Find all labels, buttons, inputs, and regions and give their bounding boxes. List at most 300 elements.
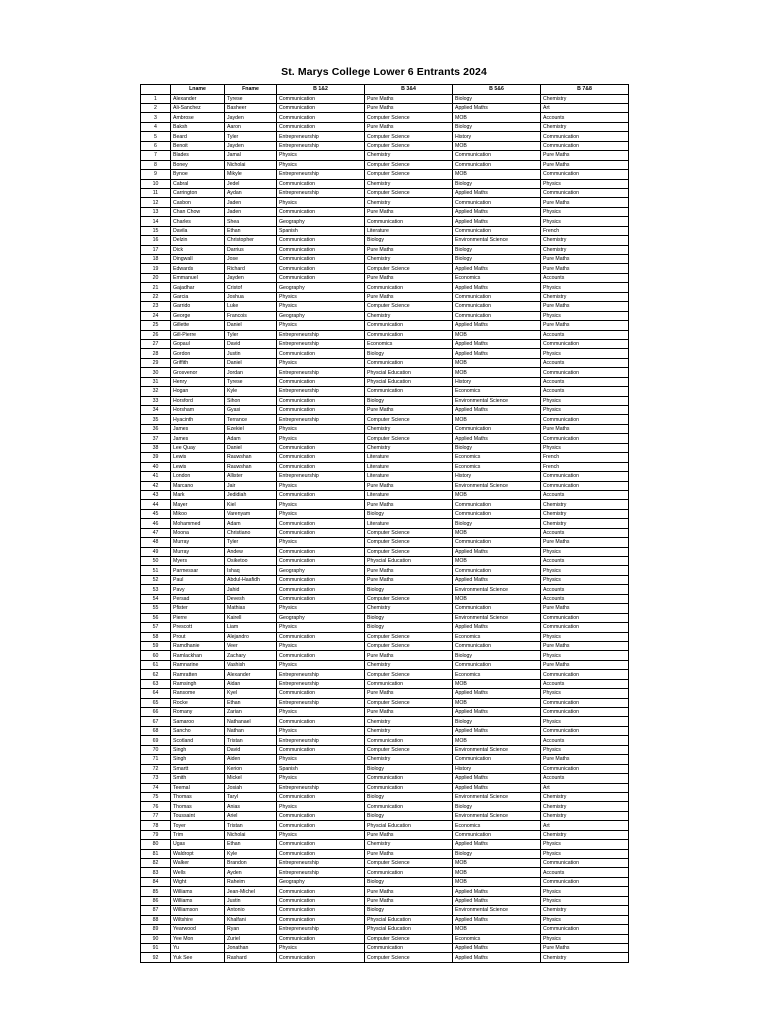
header-fname: Fname	[225, 85, 277, 95]
block-1-2-cell: Physics	[277, 943, 365, 952]
fname-cell: Shea	[225, 217, 277, 226]
block-7-8-cell: Communication	[541, 170, 629, 179]
lname-cell: Thomas	[171, 802, 225, 811]
block-1-2-cell: Physics	[277, 424, 365, 433]
row-number-cell: 71	[141, 755, 171, 764]
header-block-7-8: B 7&8	[541, 85, 629, 95]
table-row	[141, 632, 629, 641]
block-1-2-cell: Physics	[277, 321, 365, 330]
fname-cell: Brandon	[225, 859, 277, 868]
table-row	[141, 698, 629, 707]
block-3-4-cell: Pure Maths	[365, 122, 453, 131]
block-5-6-cell: Biology	[453, 245, 541, 254]
block-3-4-cell: Biology	[365, 877, 453, 886]
block-1-2-cell: Physics	[277, 160, 365, 169]
block-1-2-cell: Physics	[277, 500, 365, 509]
block-7-8-cell: Communication	[541, 368, 629, 377]
block-3-4-cell: Biology	[365, 396, 453, 405]
lname-cell: Samaroo	[171, 717, 225, 726]
row-number-cell: 87	[141, 906, 171, 915]
lname-cell: Ransome	[171, 689, 225, 698]
row-number-cell: 85	[141, 887, 171, 896]
block-5-6-cell: Communication	[453, 311, 541, 320]
block-7-8-cell: Chemistry	[541, 245, 629, 254]
block-5-6-cell: Communication	[453, 151, 541, 160]
block-3-4-cell: Pure Maths	[365, 94, 453, 103]
table-row	[141, 472, 629, 481]
lname-cell: Gillette	[171, 321, 225, 330]
block-1-2-cell: Communication	[277, 717, 365, 726]
block-5-6-cell: Applied Maths	[453, 708, 541, 717]
block-5-6-cell: Biology	[453, 802, 541, 811]
block-7-8-cell: Chemistry	[541, 122, 629, 131]
block-7-8-cell: Accounts	[541, 330, 629, 339]
table-row	[141, 321, 629, 330]
lname-cell: Delzin	[171, 236, 225, 245]
lname-cell: Williams	[171, 887, 225, 896]
lname-cell: Williamson	[171, 906, 225, 915]
fname-cell: Christopher	[225, 236, 277, 245]
block-5-6-cell: Applied Maths	[453, 726, 541, 735]
block-7-8-cell: Communication	[541, 764, 629, 773]
fname-cell: Ethan	[225, 226, 277, 235]
row-number-cell: 73	[141, 774, 171, 783]
fname-cell: Antonio	[225, 906, 277, 915]
block-7-8-cell: Pure Maths	[541, 264, 629, 273]
row-number-cell: 56	[141, 613, 171, 622]
block-1-2-cell: Geography	[277, 283, 365, 292]
block-1-2-cell: Entrepreneurship	[277, 132, 365, 141]
table-row	[141, 406, 629, 415]
block-3-4-cell: Chemistry	[365, 755, 453, 764]
table-row	[141, 396, 629, 405]
fname-cell: Veer	[225, 641, 277, 650]
block-1-2-cell: Communication	[277, 821, 365, 830]
block-1-2-cell: Communication	[277, 236, 365, 245]
fname-cell: Terrance	[225, 415, 277, 424]
block-7-8-cell: Accounts	[541, 113, 629, 122]
block-1-2-cell: Entrepreneurship	[277, 698, 365, 707]
lname-cell: Yearwood	[171, 925, 225, 934]
block-5-6-cell: Communication	[453, 641, 541, 650]
entrants-table	[140, 84, 629, 963]
lname-cell: Alexander	[171, 94, 225, 103]
block-5-6-cell: Communication	[453, 509, 541, 518]
fname-cell: Jamal	[225, 151, 277, 160]
table-row	[141, 283, 629, 292]
lname-cell: Gajadhar	[171, 283, 225, 292]
lname-cell: Baksh	[171, 122, 225, 131]
table-row	[141, 896, 629, 905]
table-row	[141, 273, 629, 282]
fname-cell: Jair	[225, 481, 277, 490]
table-row	[141, 745, 629, 754]
lname-cell: Scotland	[171, 736, 225, 745]
row-number-cell: 50	[141, 557, 171, 566]
block-1-2-cell: Communication	[277, 934, 365, 943]
block-5-6-cell: Economics	[453, 273, 541, 282]
block-7-8-cell: Communication	[541, 670, 629, 679]
block-1-2-cell: Entrepreneurship	[277, 188, 365, 197]
fname-cell: Andew	[225, 547, 277, 556]
fname-cell: Alejandro	[225, 632, 277, 641]
fname-cell: Francois	[225, 311, 277, 320]
block-1-2-cell: Communication	[277, 840, 365, 849]
block-3-4-cell: Computer Science	[365, 188, 453, 197]
block-5-6-cell: MOB	[453, 358, 541, 367]
lname-cell: Garrido	[171, 302, 225, 311]
row-number-cell: 29	[141, 358, 171, 367]
row-number-cell: 49	[141, 547, 171, 556]
lname-cell: Sancho	[171, 726, 225, 735]
header-index	[141, 85, 171, 95]
block-3-4-cell: Communication	[365, 802, 453, 811]
block-3-4-cell: Economics	[365, 339, 453, 348]
fname-cell: Mikyle	[225, 170, 277, 179]
fname-cell: Gyasi	[225, 406, 277, 415]
table-header-row	[141, 85, 629, 95]
fname-cell: David	[225, 339, 277, 348]
lname-cell: Blades	[171, 151, 225, 160]
block-3-4-cell: Computer Science	[365, 670, 453, 679]
block-5-6-cell: Environmental Science	[453, 396, 541, 405]
fname-cell: Tyler	[225, 132, 277, 141]
block-1-2-cell: Entrepreneurship	[277, 415, 365, 424]
lname-cell: Moona	[171, 528, 225, 537]
block-5-6-cell: Environmental Science	[453, 481, 541, 490]
block-5-6-cell: Applied Maths	[453, 887, 541, 896]
lname-cell: Toyer	[171, 821, 225, 830]
lname-cell: Prescott	[171, 623, 225, 632]
table-row	[141, 708, 629, 717]
table-row	[141, 217, 629, 226]
lname-cell: Lewis	[171, 462, 225, 471]
block-3-4-cell: Computer Science	[365, 141, 453, 150]
row-number-cell: 79	[141, 830, 171, 839]
row-number-cell: 18	[141, 255, 171, 264]
block-1-2-cell: Physics	[277, 538, 365, 547]
table-row	[141, 188, 629, 197]
row-number-cell: 36	[141, 424, 171, 433]
block-3-4-cell: Biology	[365, 613, 453, 622]
row-number-cell: 42	[141, 481, 171, 490]
block-1-2-cell: Communication	[277, 896, 365, 905]
row-number-cell: 63	[141, 679, 171, 688]
table-row	[141, 755, 629, 764]
lname-cell: Teemal	[171, 783, 225, 792]
block-3-4-cell: Physcial Education	[365, 377, 453, 386]
block-3-4-cell: Pure Maths	[365, 481, 453, 490]
block-7-8-cell: Chemistry	[541, 500, 629, 509]
block-3-4-cell: Physcial Education	[365, 557, 453, 566]
block-5-6-cell: MOB	[453, 368, 541, 377]
row-number-cell: 67	[141, 717, 171, 726]
block-1-2-cell: Communication	[277, 490, 365, 499]
block-7-8-cell: Accounts	[541, 868, 629, 877]
block-7-8-cell: Communication	[541, 472, 629, 481]
table-row	[141, 236, 629, 245]
block-7-8-cell: Accounts	[541, 774, 629, 783]
fname-cell: Jayden	[225, 113, 277, 122]
fname-cell: Tristan	[225, 821, 277, 830]
block-7-8-cell: French	[541, 226, 629, 235]
lname-cell: Persad	[171, 594, 225, 603]
block-3-4-cell: Chemistry	[365, 717, 453, 726]
block-5-6-cell: Applied Maths	[453, 321, 541, 330]
block-1-2-cell: Communication	[277, 94, 365, 103]
block-7-8-cell: Physics	[541, 396, 629, 405]
row-number-cell: 10	[141, 179, 171, 188]
table-row	[141, 670, 629, 679]
lname-cell: Murray	[171, 538, 225, 547]
table-row	[141, 415, 629, 424]
block-1-2-cell: Entrepreneurship	[277, 170, 365, 179]
table-row	[141, 726, 629, 735]
block-5-6-cell: Applied Maths	[453, 283, 541, 292]
block-5-6-cell: History	[453, 132, 541, 141]
table-row	[141, 887, 629, 896]
block-1-2-cell: Entrepreneurship	[277, 736, 365, 745]
fname-cell: Tyler	[225, 538, 277, 547]
lname-cell: Mark	[171, 490, 225, 499]
block-5-6-cell: MOB	[453, 698, 541, 707]
block-5-6-cell: Economics	[453, 821, 541, 830]
block-1-2-cell: Communication	[277, 594, 365, 603]
row-number-cell: 22	[141, 292, 171, 301]
block-7-8-cell: Accounts	[541, 594, 629, 603]
block-1-2-cell: Physics	[277, 660, 365, 669]
row-number-cell: 72	[141, 764, 171, 773]
block-1-2-cell: Entrepreneurship	[277, 670, 365, 679]
block-3-4-cell: Computer Science	[365, 641, 453, 650]
block-5-6-cell: Biology	[453, 849, 541, 858]
block-7-8-cell: Communication	[541, 859, 629, 868]
table-row	[141, 660, 629, 669]
row-number-cell: 32	[141, 387, 171, 396]
fname-cell: Taryl	[225, 792, 277, 801]
row-number-cell: 27	[141, 339, 171, 348]
lname-cell: Dingwall	[171, 255, 225, 264]
fname-cell: Jayden	[225, 273, 277, 282]
block-3-4-cell: Literature	[365, 462, 453, 471]
block-3-4-cell: Physcial Education	[365, 915, 453, 924]
block-3-4-cell: Chemistry	[365, 443, 453, 452]
block-5-6-cell: Applied Maths	[453, 406, 541, 415]
block-1-2-cell: Communication	[277, 651, 365, 660]
row-number-cell: 19	[141, 264, 171, 273]
fname-cell: Devesh	[225, 594, 277, 603]
block-7-8-cell: Communication	[541, 132, 629, 141]
row-number-cell: 30	[141, 368, 171, 377]
block-7-8-cell: Communication	[541, 623, 629, 632]
lname-cell: Rocke	[171, 698, 225, 707]
block-1-2-cell: Entrepreneurship	[277, 339, 365, 348]
block-1-2-cell: Communication	[277, 104, 365, 113]
block-1-2-cell: Entrepreneurship	[277, 679, 365, 688]
block-1-2-cell: Communication	[277, 207, 365, 216]
fname-cell: Aidan	[225, 679, 277, 688]
lname-cell: Singh	[171, 745, 225, 754]
block-7-8-cell: Chemistry	[541, 509, 629, 518]
row-number-cell: 82	[141, 859, 171, 868]
block-3-4-cell: Biology	[365, 811, 453, 820]
block-3-4-cell: Computer Science	[365, 132, 453, 141]
row-number-cell: 40	[141, 462, 171, 471]
row-number-cell: 66	[141, 708, 171, 717]
block-3-4-cell: Pure Maths	[365, 292, 453, 301]
lname-cell: Chan Chow	[171, 207, 225, 216]
fname-cell: Varenyam	[225, 509, 277, 518]
block-7-8-cell: Physics	[541, 311, 629, 320]
block-3-4-cell: Communication	[365, 321, 453, 330]
block-7-8-cell: Accounts	[541, 585, 629, 594]
block-3-4-cell: Computer Science	[365, 547, 453, 556]
fname-cell: Allister	[225, 472, 277, 481]
lname-cell: Trim	[171, 830, 225, 839]
block-1-2-cell: Physics	[277, 726, 365, 735]
lname-cell: Beard	[171, 132, 225, 141]
lname-cell: Toussaint	[171, 811, 225, 820]
table-row	[141, 113, 629, 122]
row-number-cell: 54	[141, 594, 171, 603]
block-1-2-cell: Entrepreneurship	[277, 859, 365, 868]
table-row	[141, 641, 629, 650]
lname-cell: Parmessar	[171, 566, 225, 575]
lname-cell: Bynoe	[171, 170, 225, 179]
table-row	[141, 792, 629, 801]
fname-cell: Tyrese	[225, 377, 277, 386]
lname-cell: Edwards	[171, 264, 225, 273]
block-5-6-cell: Communication	[453, 755, 541, 764]
block-7-8-cell: Communication	[541, 925, 629, 934]
fname-cell: Zachary	[225, 651, 277, 660]
row-number-cell: 39	[141, 453, 171, 462]
block-3-4-cell: Pure Maths	[365, 651, 453, 660]
table-row	[141, 179, 629, 188]
block-1-2-cell: Physics	[277, 830, 365, 839]
block-5-6-cell: Applied Maths	[453, 339, 541, 348]
block-3-4-cell: Biology	[365, 623, 453, 632]
block-3-4-cell: Chemistry	[365, 840, 453, 849]
table-row	[141, 94, 629, 103]
table-row	[141, 198, 629, 207]
block-3-4-cell: Communication	[365, 783, 453, 792]
table-row	[141, 132, 629, 141]
block-5-6-cell: Biology	[453, 519, 541, 528]
lname-cell: Ramdhanie	[171, 641, 225, 650]
block-7-8-cell: Chemistry	[541, 236, 629, 245]
lname-cell: Singh	[171, 755, 225, 764]
block-3-4-cell: Communication	[365, 283, 453, 292]
block-7-8-cell: Art	[541, 821, 629, 830]
block-5-6-cell: Environmental Science	[453, 236, 541, 245]
block-1-2-cell: Geography	[277, 613, 365, 622]
block-5-6-cell: Biology	[453, 179, 541, 188]
block-5-6-cell: Communication	[453, 660, 541, 669]
lname-cell: Horsford	[171, 396, 225, 405]
table-row	[141, 226, 629, 235]
block-1-2-cell: Physics	[277, 755, 365, 764]
block-1-2-cell: Communication	[277, 547, 365, 556]
block-3-4-cell: Literature	[365, 226, 453, 235]
row-number-cell: 16	[141, 236, 171, 245]
block-7-8-cell: Physics	[541, 915, 629, 924]
lname-cell: Ramratten	[171, 670, 225, 679]
lname-cell: Ramlackhan	[171, 651, 225, 660]
block-3-4-cell: Computer Science	[365, 113, 453, 122]
row-number-cell: 14	[141, 217, 171, 226]
row-number-cell: 44	[141, 500, 171, 509]
table-row	[141, 906, 629, 915]
fname-cell: Osiketoo	[225, 557, 277, 566]
row-number-cell: 57	[141, 623, 171, 632]
block-5-6-cell: Applied Maths	[453, 217, 541, 226]
table-row	[141, 349, 629, 358]
block-7-8-cell: Pure Maths	[541, 255, 629, 264]
table-row	[141, 339, 629, 348]
fname-cell: Daniel	[225, 358, 277, 367]
table-row	[141, 377, 629, 386]
block-3-4-cell: Pure Maths	[365, 566, 453, 575]
lname-cell: James	[171, 434, 225, 443]
table-row	[141, 877, 629, 886]
block-3-4-cell: Computer Science	[365, 170, 453, 179]
table-row	[141, 311, 629, 320]
block-5-6-cell: Environmental Science	[453, 811, 541, 820]
fname-cell: Rauwshan	[225, 462, 277, 471]
row-number-cell: 64	[141, 689, 171, 698]
block-5-6-cell: Economics	[453, 453, 541, 462]
table-row	[141, 953, 629, 962]
block-7-8-cell: Communication	[541, 698, 629, 707]
block-5-6-cell: Biology	[453, 651, 541, 660]
fname-cell: Jose	[225, 255, 277, 264]
table-row	[141, 509, 629, 518]
row-number-cell: 52	[141, 575, 171, 584]
table-row	[141, 811, 629, 820]
table-row	[141, 821, 629, 830]
lname-cell: Grosvenor	[171, 368, 225, 377]
table-row	[141, 330, 629, 339]
block-7-8-cell: Chemistry	[541, 811, 629, 820]
lname-cell: Ali-Sanchez	[171, 104, 225, 113]
fname-cell: Anias	[225, 802, 277, 811]
block-5-6-cell: Applied Maths	[453, 896, 541, 905]
block-5-6-cell: History	[453, 472, 541, 481]
lname-cell: Garcia	[171, 292, 225, 301]
block-1-2-cell: Communication	[277, 255, 365, 264]
block-1-2-cell: Physics	[277, 292, 365, 301]
block-7-8-cell: Physics	[541, 651, 629, 660]
block-3-4-cell: Communication	[365, 943, 453, 952]
lname-cell: Smith	[171, 774, 225, 783]
lname-cell: Casbon	[171, 198, 225, 207]
block-1-2-cell: Communication	[277, 443, 365, 452]
lname-cell: London	[171, 472, 225, 481]
block-1-2-cell: Communication	[277, 349, 365, 358]
row-number-cell: 48	[141, 538, 171, 547]
block-5-6-cell: Applied Maths	[453, 434, 541, 443]
row-number-cell: 90	[141, 934, 171, 943]
row-number-cell: 28	[141, 349, 171, 358]
table-row	[141, 547, 629, 556]
fname-cell: Mickel	[225, 774, 277, 783]
block-3-4-cell: Literature	[365, 472, 453, 481]
lname-cell: Boney	[171, 160, 225, 169]
fname-cell: Jayden	[225, 141, 277, 150]
lname-cell: Myers	[171, 557, 225, 566]
row-number-cell: 6	[141, 141, 171, 150]
